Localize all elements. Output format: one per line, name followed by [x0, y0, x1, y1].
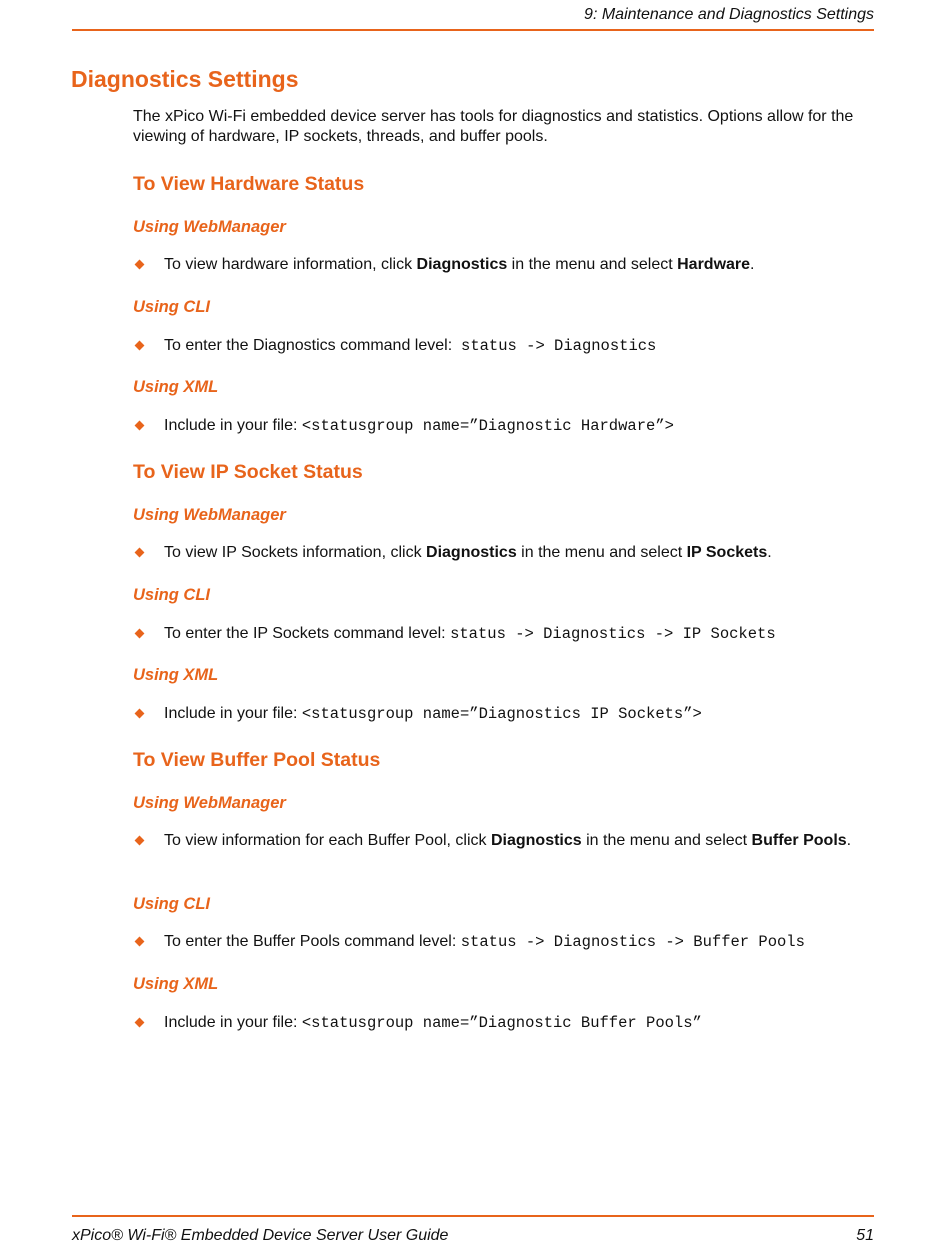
- bullet-text: To view IP Sockets information, click Diagnostics in the menu and select IP Sockets.: [164, 544, 772, 561]
- bullet-webmanager: [133, 255, 878, 275]
- bullet-text: To view information for each Buffer Pool, click Diagnostics in the menu and select Buffer Pools.: [164, 832, 852, 849]
- bullet-text: To enter the IP Sockets command level: status -> Diagnostics -> IP Sockets: [164, 625, 776, 643]
- bullet-xml: [133, 704, 878, 724]
- label-cli: Using CLI: [133, 298, 210, 316]
- label-xml: Using XML: [133, 378, 219, 396]
- heading-hardware-status: To View Hardware Status: [133, 173, 365, 195]
- bullet-cli: [133, 336, 878, 356]
- footer-title: xPico® Wi-Fi® Embedded Device Server User Guide: [72, 1227, 449, 1244]
- bullet-webmanager: [133, 831, 853, 851]
- bullet-diamond-icon: [135, 341, 145, 351]
- running-head: 9: Maintenance and Diagnostics Settings: [584, 6, 874, 23]
- bullet-text: To enter the Buffer Pools command level: status -> Diagnostics -> Buffer Pools: [164, 933, 805, 951]
- bullet-diamond-icon: [135, 548, 145, 558]
- header-rule: [72, 29, 874, 31]
- label-cli: Using CLI: [133, 586, 210, 604]
- label-webmanager: Using WebManager: [133, 794, 286, 812]
- page-title: Diagnostics Settings: [71, 66, 299, 92]
- bullet-xml: [133, 416, 878, 436]
- label-webmanager: Using WebManager: [133, 218, 286, 236]
- bullet-xml: [133, 1013, 878, 1033]
- bullet-diamond-icon: [135, 260, 145, 270]
- bullet-webmanager: [133, 543, 878, 563]
- heading-ip-socket-status: To View IP Socket Status: [133, 461, 363, 483]
- bullet-text: Include in your file: <statusgroup name=”Diagnostic Hardware”>: [164, 417, 674, 435]
- bullet-diamond-icon: [135, 836, 145, 846]
- xml-snippet: <statusgroup name=”Diagnostic Buffer Pools”: [301, 1014, 702, 1032]
- label-xml: Using XML: [133, 666, 219, 684]
- bullet-diamond-icon: [135, 1018, 145, 1028]
- heading-buffer-pool-status: To View Buffer Pool Status: [133, 749, 381, 771]
- bullet-diamond-icon: [135, 421, 145, 431]
- page-number: 51: [856, 1227, 874, 1244]
- cli-command: status -> Diagnostics: [461, 337, 657, 355]
- bullet-text: Include in your file: <statusgroup name=”Diagnostics IP Sockets”>: [164, 705, 702, 723]
- footer-rule: [72, 1215, 874, 1217]
- label-xml: Using XML: [133, 975, 219, 993]
- label-webmanager: Using WebManager: [133, 506, 286, 524]
- xml-snippet: <statusgroup name=”Diagnostics IP Sockets”>: [301, 705, 702, 723]
- bullet-cli: [133, 932, 878, 952]
- xml-snippet: <statusgroup name=”Diagnostic Hardware”>: [301, 417, 674, 435]
- cli-command: status -> Diagnostics -> Buffer Pools: [460, 933, 805, 951]
- label-cli: Using CLI: [133, 895, 210, 913]
- bullet-diamond-icon: [135, 937, 145, 947]
- bullet-text: To enter the Diagnostics command level: status -> Diagnostics: [164, 337, 657, 355]
- bullet-diamond-icon: [135, 629, 145, 639]
- bullet-text: To view hardware information, click Diagnostics in the menu and select Hardware.: [164, 256, 755, 273]
- intro-paragraph: The xPico Wi-Fi embedded device server has tools for diagnostics and statistics. Options allow for the viewing of hardware, IP sockets, threads, and buffer pools.: [133, 108, 854, 145]
- bullet-diamond-icon: [135, 709, 145, 719]
- cli-command: status -> Diagnostics -> IP Sockets: [450, 625, 776, 643]
- bullet-text: Include in your file: <statusgroup name=”Diagnostic Buffer Pools”: [164, 1014, 702, 1032]
- bullet-cli: [133, 624, 878, 644]
